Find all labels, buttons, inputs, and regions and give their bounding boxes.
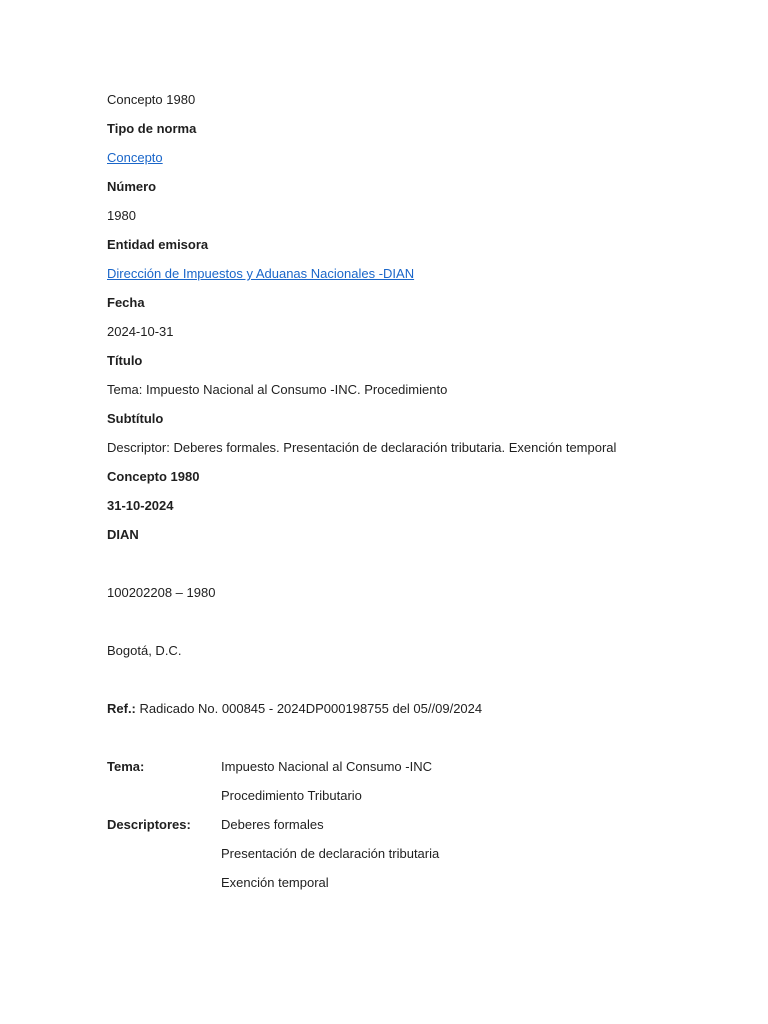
- tema-row-2: [107, 787, 727, 816]
- subtitulo-value: Descriptor: Deberes formales. Presentación de declaración tributaria. Exención temporal: [107, 440, 617, 455]
- titulo-value: Tema: Impuesto Nacional al Consumo -INC. Procedimiento: [107, 382, 448, 397]
- empty-key: [107, 874, 221, 903]
- tipo-norma-label: Tipo de norma: [107, 121, 197, 136]
- descriptor-value-1: Deberes formales: [221, 817, 324, 832]
- descriptores-row-2: [107, 845, 727, 874]
- tema-value-2: Procedimiento Tributario: [221, 788, 362, 803]
- empty-key: [107, 787, 221, 816]
- spacer: [107, 729, 727, 758]
- tema-value-1: Impuesto Nacional al Consumo -INC: [221, 759, 432, 774]
- descriptores-label: Descriptores:: [107, 817, 191, 832]
- concepto-heading: Concepto 1980: [107, 469, 200, 484]
- spacer: [107, 555, 727, 584]
- numero-value: 1980: [107, 208, 136, 223]
- document-page: [107, 91, 727, 903]
- descriptores-row-3: [107, 874, 727, 903]
- date-heading: 31-10-2024: [107, 498, 174, 513]
- empty-key: [107, 845, 221, 874]
- tema-label: Tema:: [107, 759, 145, 774]
- radicado-number: 100202208 – 1980: [107, 585, 216, 600]
- entidad-label: Entidad emisora: [107, 237, 209, 252]
- entity-heading: DIAN: [107, 527, 139, 542]
- spacer: [107, 671, 727, 700]
- tema-row: [107, 758, 727, 787]
- city-line: Bogotá, D.C.: [107, 643, 182, 658]
- titulo-label: Título: [107, 353, 143, 368]
- doc-title: Concepto 1980: [107, 92, 196, 107]
- numero-label: Número: [107, 179, 157, 194]
- descriptor-value-3: Exención temporal: [221, 875, 329, 890]
- fecha-value: 2024-10-31: [107, 324, 174, 339]
- tipo-norma-link[interactable]: Concepto: [107, 150, 163, 165]
- ref-text: Radicado No. 000845 - 2024DP000198755 del 05//09/2024: [135, 701, 483, 716]
- fecha-label: Fecha: [107, 295, 145, 310]
- spacer: [107, 613, 727, 642]
- entidad-link[interactable]: Dirección de Impuestos y Aduanas Nacionales -DIAN: [107, 266, 415, 281]
- reference-line: [107, 700, 727, 729]
- descriptores-row: [107, 816, 727, 845]
- subtitulo-label: Subtítulo: [107, 411, 164, 426]
- ref-label: Ref.:: [107, 701, 136, 716]
- descriptor-value-2: Presentación de declaración tributaria: [221, 846, 440, 861]
